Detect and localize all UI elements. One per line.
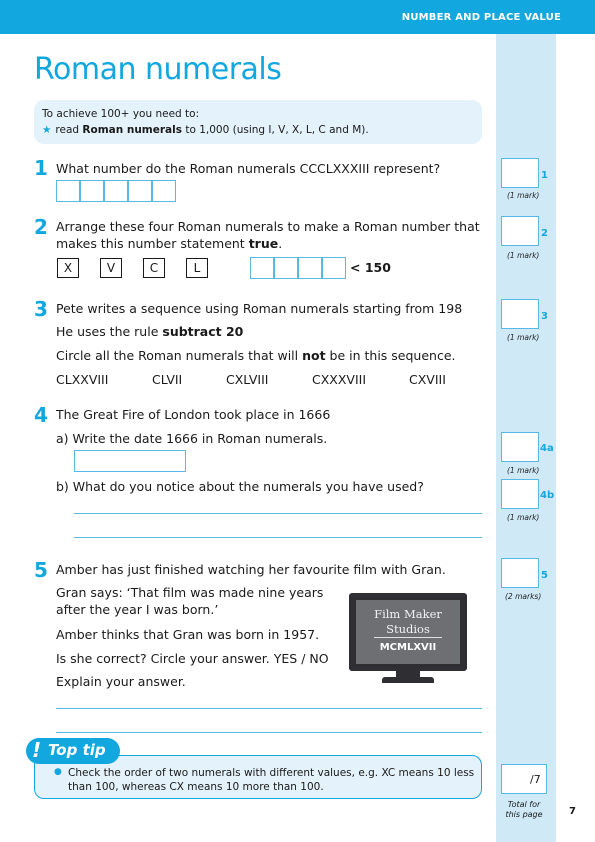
mark-value-2: (1 mark): [507, 251, 540, 260]
question-5-line3: after the year I was born.’: [56, 602, 219, 617]
achieve-intro: To achieve 100+ you need to:: [42, 108, 200, 120]
section-label: NUMBER AND PLACE VALUE: [401, 12, 561, 23]
mark-box-4a[interactable]: [501, 432, 539, 462]
q4b-answer-line[interactable]: [74, 513, 482, 514]
q1-answer-box[interactable]: [80, 180, 104, 202]
top-tip-line2: than 100, whereas CX means 10 more than 100.: [68, 781, 324, 793]
mark-label-2: 2: [541, 228, 548, 239]
page-number: 7: [569, 806, 576, 817]
tv-stand-base: [382, 677, 434, 683]
mark-box-5[interactable]: [501, 558, 539, 588]
question-4-text: The Great Fire of London took place in 1666: [56, 407, 331, 422]
exclamation-icon: !: [32, 738, 42, 762]
page-title: Roman numerals: [34, 52, 282, 87]
question-3-line2: [56, 323, 243, 340]
question-3-line1: Pete writes a sequence using Roman numerals starting from 198: [56, 301, 463, 316]
q2-answer-box[interactable]: [298, 257, 322, 279]
numeral-tile: X: [57, 258, 79, 278]
tv-divider: [374, 637, 442, 638]
q3-line2-bold: subtract 20: [162, 324, 244, 339]
q2-answer-box[interactable]: [322, 257, 346, 279]
achieve-bullet-bold: Roman numerals: [82, 124, 182, 136]
q3-option[interactable]: CXVIII: [409, 372, 446, 387]
q3-option[interactable]: CLVII: [152, 372, 183, 387]
mark-value-4a: (1 mark): [507, 466, 540, 475]
q3-line3-bold: not: [302, 348, 326, 363]
mark-label-4a: 4a: [540, 443, 554, 454]
mark-value-3: (1 mark): [507, 333, 540, 342]
tv-studio-name-1: Film Maker: [374, 607, 442, 621]
question-number-2: 2: [34, 215, 48, 239]
q2-answer-box[interactable]: [250, 257, 274, 279]
mark-label-1: 1: [541, 170, 548, 181]
q3-option[interactable]: CXXXVIII: [312, 372, 367, 387]
question-number-3: 3: [34, 297, 48, 321]
q2-line2-bold: true: [248, 236, 279, 251]
mark-value-1: (1 mark): [507, 191, 540, 200]
question-4b-text: b) What do you notice about the numerals you have used?: [56, 479, 424, 494]
question-1-text: What number do the Roman numerals CCCLXXXIII represent?: [56, 161, 441, 176]
q1-answer-box[interactable]: [56, 180, 80, 202]
q2-line2-prefix: makes this number statement: [56, 236, 249, 251]
numeral-tile: V: [100, 258, 122, 278]
question-5-line2: Gran says: ‘That film was made nine years: [56, 585, 324, 600]
q5-answer-line[interactable]: [56, 708, 482, 709]
tv-studio-name-2: Studios: [386, 622, 430, 636]
mark-label-4b: 4b: [540, 490, 555, 501]
mark-box-4b[interactable]: [501, 479, 539, 509]
achieve-bullet-prefix: read: [55, 124, 83, 136]
q4b-answer-line[interactable]: [74, 537, 482, 538]
question-5-line6: Explain your answer.: [56, 674, 186, 689]
q3-option[interactable]: CLXXVIII: [56, 372, 109, 387]
mark-value-4b: (1 mark): [507, 513, 540, 522]
mark-label-5: 5: [541, 570, 548, 581]
total-score-value: /7: [530, 773, 541, 786]
achieve-box: [34, 100, 482, 144]
question-3-line3: [56, 347, 456, 364]
question-5-line5: Is she correct? Circle your answer. YES / NO: [56, 651, 329, 666]
q1-answer-box[interactable]: [128, 180, 152, 202]
total-label: [498, 800, 550, 820]
achieve-bullet-suffix: to 1,000 (using I, V, X, L, C and M).: [182, 124, 369, 136]
question-2-line2: [56, 235, 282, 252]
mark-box-1[interactable]: [501, 158, 539, 188]
numeral-tile: L: [186, 258, 208, 278]
q2-answer-box[interactable]: [274, 257, 298, 279]
mark-box-2[interactable]: [501, 216, 539, 246]
q2-line2-suffix: .: [278, 236, 283, 251]
mark-value-5: (2 marks): [505, 592, 542, 601]
q3-line2-prefix: He uses the rule: [56, 324, 163, 339]
bullet-icon: ●: [54, 767, 62, 777]
top-tip-title: Top tip: [48, 741, 106, 759]
q3-option[interactable]: CXLVIII: [226, 372, 269, 387]
question-number-1: 1: [34, 156, 48, 180]
total-label-line2: this page: [505, 810, 543, 819]
total-label-line1: Total for: [507, 800, 541, 809]
achieve-bullet: [42, 124, 369, 136]
question-5-line4: Amber thinks that Gran was born in 1957.: [56, 627, 320, 642]
question-number-4: 4: [34, 403, 48, 427]
numeral-tile: C: [143, 258, 165, 278]
star-icon: ★: [42, 124, 52, 136]
question-2-line1: Arrange these four Roman numerals to make a Roman number that: [56, 219, 480, 234]
q2-comparison: < 150: [350, 260, 391, 275]
question-5-line1: Amber has just finished watching her favourite film with Gran.: [56, 562, 446, 577]
q1-answer-box[interactable]: [152, 180, 176, 202]
mark-box-3[interactable]: [501, 299, 539, 329]
question-4a-text: a) Write the date 1666 in Roman numerals.: [56, 431, 328, 446]
tv-year-numeral: MCMLXVII: [379, 642, 437, 653]
question-number-5: 5: [34, 558, 48, 582]
q4a-answer-field[interactable]: [74, 450, 186, 472]
q3-line3-prefix: Circle all the Roman numerals that will: [56, 348, 303, 363]
top-tip-line1: Check the order of two numerals with different values, e.g. XC means 10 less: [68, 767, 475, 779]
mark-label-3: 3: [541, 311, 548, 322]
q1-answer-box[interactable]: [104, 180, 128, 202]
q3-line3-suffix: be in this sequence.: [325, 348, 456, 363]
q5-answer-line[interactable]: [56, 732, 482, 733]
